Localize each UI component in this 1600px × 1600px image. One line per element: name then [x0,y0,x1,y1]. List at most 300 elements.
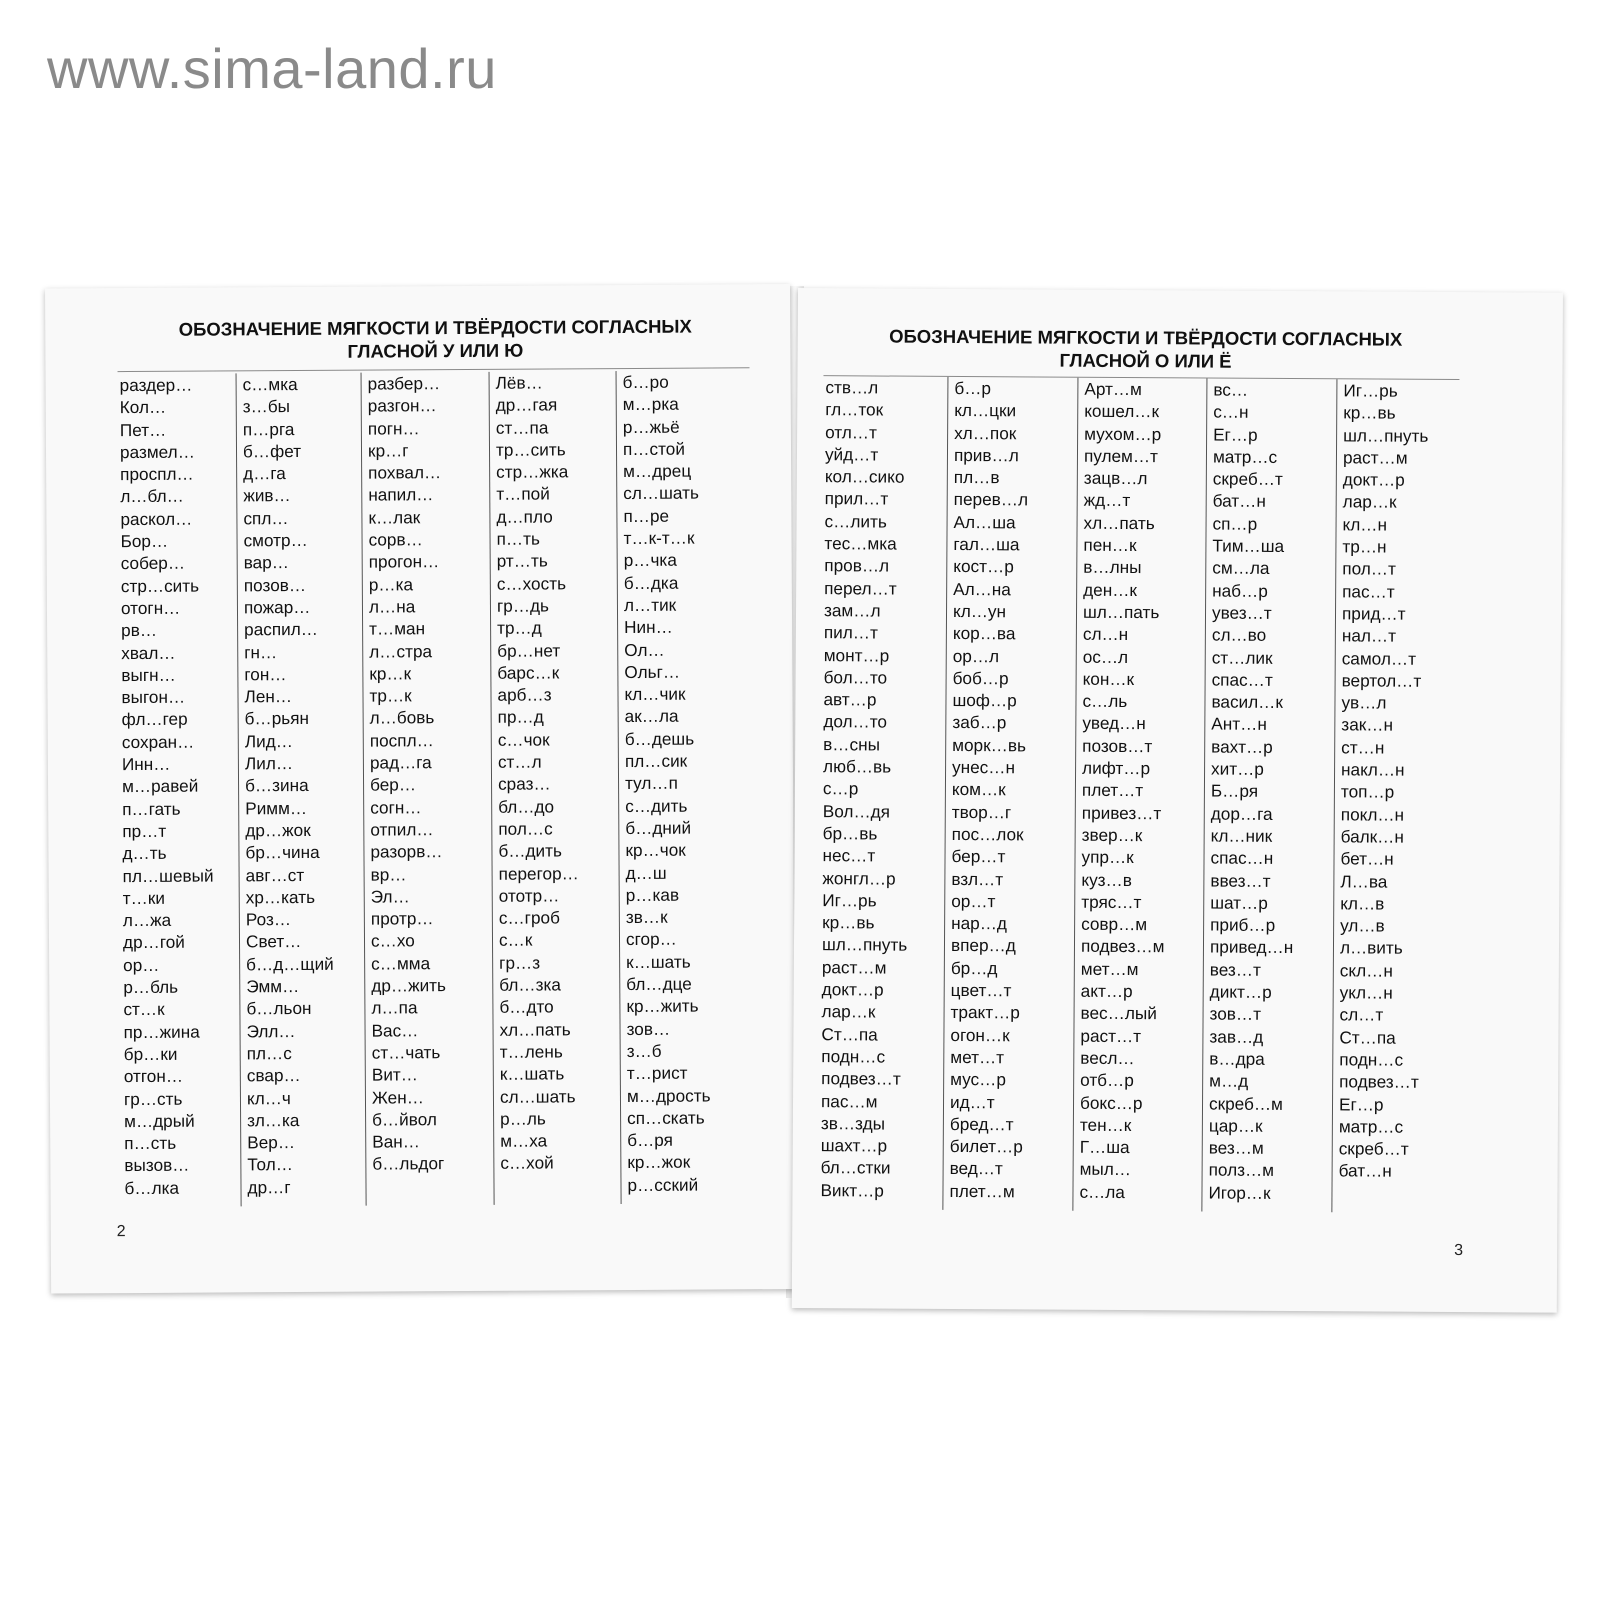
word-cell: бр…чина [245,842,320,863]
word-cell: хит…р [1211,758,1264,779]
right-column-3 [1072,378,1206,1212]
word-cell: кр…вь [822,912,875,933]
word-cell: спас…н [1210,847,1274,869]
word-cell: пр…т [122,820,167,842]
word-cell: Лёв… [495,372,543,393]
word-cell: погн… [367,417,420,439]
word-cell: бл…дце [626,973,692,995]
word-cell: б…йвол [372,1108,437,1130]
left-column-2 [236,373,366,1207]
word-cell: пл…сик [624,750,688,772]
word-cell: Л…ва [1340,870,1388,892]
word-cell: л…бл… [120,486,184,507]
word-cell: б…зина [244,775,309,796]
word-cell: Арт…м [1084,378,1142,400]
word-cell: пас…т [1342,581,1395,602]
word-cell: Ван… [372,1131,420,1152]
word-cell: б…дка [623,572,679,593]
word-cell: ст…к [123,999,165,1020]
word-cell: ст…па [495,417,549,438]
word-cell: п…рга [242,418,295,439]
word-cell: б…рьян [244,708,310,729]
word-cell: Ант…н [1211,713,1267,735]
word-cell: т…пой [496,483,550,505]
word-cell: Лид… [244,730,293,752]
word-cell: разгон… [367,395,437,416]
word-cell: мет…м [1080,958,1139,979]
word-cell: др…жить [371,975,447,996]
word-cell: бр…нет [497,639,561,661]
word-cell: разорв… [370,841,443,862]
word-cell: в…лны [1083,557,1142,578]
word-cell: жд…т [1083,490,1131,511]
word-cell: сп…скать [627,1107,705,1128]
word-cell: зак…н [1341,714,1394,736]
word-cell: подвез…т [821,1068,901,1089]
left-page-number: 2 [116,1223,126,1241]
word-cell: кр…чок [625,839,686,861]
left-page-title [115,314,755,364]
word-cell: гр…з [499,952,541,973]
word-cell: Ег…р [1213,424,1258,445]
word-cell: Роз… [245,909,292,930]
word-cell: Вер… [247,1132,296,1153]
word-cell: бат…н [1338,1160,1392,1182]
word-cell: сл…н [1082,624,1129,645]
word-cell: монт…р [823,644,890,666]
word-cell: тул…п [624,773,678,794]
word-cell: лифт…р [1082,757,1151,779]
left-column-3 [361,372,494,1206]
word-cell: пр…жина [123,1021,200,1042]
word-cell: ден…к [1083,579,1138,600]
word-cell: бр…вь [822,823,878,844]
word-cell: с…к [498,930,533,951]
word-cell: кл…цки [954,400,1017,421]
word-cell: хл…пать [499,1018,571,1040]
word-cell: б…фет [242,440,302,462]
word-cell: п…ре [623,505,670,526]
word-cell: в…дра [1209,1048,1265,1069]
word-cell: в…сны [823,733,881,755]
word-cell: смотр… [243,530,308,551]
word-cell: б…ро [622,371,669,393]
word-cell: протр… [370,908,434,929]
word-cell: матр…с [1212,446,1278,467]
word-cell: Ст…па [1339,1026,1396,1048]
word-cell: Кол… [119,397,167,418]
word-cell: ид…т [949,1091,995,1112]
word-cell: скреб…т [1212,468,1283,490]
word-cell: дикт…р [1209,981,1272,1002]
word-cell: раст…м [821,956,887,978]
word-cell: хвал… [121,642,176,663]
word-cell: дол…то [823,711,888,733]
word-cell: пулем…т [1083,445,1159,467]
word-cell: с…хо [370,930,415,951]
word-cell: авт…р [823,689,877,710]
word-cell: Тол… [247,1154,293,1175]
word-cell: Жен… [371,1086,424,1108]
word-cell: тен…к [1079,1114,1132,1135]
word-cell: заб…р [952,712,1007,733]
word-cell: выгон… [121,686,186,708]
left-column-4 [489,371,621,1205]
word-cell: пров…л [824,555,890,576]
word-cell: докт…р [821,979,884,1000]
word-cell: ос…л [1082,646,1129,667]
word-cell: др…г [247,1176,291,1198]
word-cell: шл…пнуть [821,934,908,956]
word-cell: плет…м [949,1180,1015,1202]
word-cell: вар… [243,552,290,573]
word-cell: спл… [243,507,289,529]
word-cell: шоф…р [952,690,1017,711]
right-page-title [825,324,1465,374]
word-cell: авг…ст [245,864,305,885]
word-cell: т…рист [626,1062,688,1084]
word-cell: подвез…т [1339,1071,1419,1093]
word-cell: кл…в [1340,893,1385,914]
word-cell: б…ря [627,1129,674,1151]
word-cell: кошел…к [1084,401,1160,422]
word-cell: бл…до [498,796,555,817]
word-cell: пас…м [820,1090,878,1112]
word-cell: с…дить [625,795,688,816]
word-cell: р…жьё [622,416,680,437]
word-cell: др…гой [122,932,185,953]
word-cell: др…гая [495,394,558,416]
word-cell: б…дний [625,817,692,838]
word-cell: стр…сить [120,575,200,596]
word-cell: вес…лый [1080,1003,1157,1024]
word-cell: унес…н [952,756,1016,778]
word-cell: шат…р [1210,892,1268,913]
word-cell: к…шать [499,1063,565,1084]
word-cell: пол…с [498,818,553,839]
word-cell: вс… [1213,379,1249,400]
left-column-1 [118,373,241,1207]
word-cell: похвал… [368,462,442,483]
word-cell: л…на [368,596,416,617]
word-cell: васил…к [1211,691,1283,713]
word-cell: гон… [244,663,287,685]
word-cell: увез…т [1211,602,1272,623]
word-cell: кр…вь [1343,402,1396,423]
word-cell: пл…в [953,467,1000,488]
word-cell: б…дешь [624,728,695,749]
left-column-5 [616,370,745,1204]
word-cell: п…гать [122,798,181,819]
word-cell: поспл… [369,729,434,751]
word-cell: Вол…дя [822,800,891,822]
word-cell: пл…шевый [122,865,214,886]
word-cell: Ольг… [624,661,681,682]
word-cell: Тим…ша [1212,535,1285,557]
word-cell: пол…т [1342,558,1396,580]
word-cell: отогн… [120,597,181,619]
word-cell: взл…т [951,868,1004,889]
word-cell: бр…ки [123,1043,178,1064]
word-cell: Пет… [119,419,167,440]
word-cell: бол…то [823,667,888,688]
word-cell: сп…р [1212,513,1258,534]
word-cell: л…тик [623,594,677,615]
word-cell: ст…л [497,751,542,772]
word-cell: п…сть [124,1132,177,1154]
word-cell: пил…т [823,622,878,643]
word-cell: разбер… [367,373,441,394]
word-cell: мухом…р [1084,423,1162,444]
word-cell: т…лень [499,1041,563,1062]
word-cell: Б…ря [1210,780,1259,802]
word-cell: ст…лик [1211,647,1273,668]
word-cell: Ол… [624,639,665,660]
word-cell: бл…стки [820,1157,891,1178]
right-column-5 [1331,379,1464,1213]
word-cell: м…дрость [626,1085,711,1106]
word-cell: с…ль [1082,690,1128,712]
word-cell: м…дрый [124,1110,195,1131]
word-cell: вертол…т [1341,670,1422,691]
word-cell: зов…т [1209,1003,1262,1025]
word-cell: з…бы [242,396,291,417]
word-cell: Ег…р [1338,1093,1384,1115]
word-cell: кост…р [953,556,1014,577]
word-cell: м…рка [622,393,679,415]
word-cell: твор…г [951,801,1012,822]
word-cell: сл…шать [623,483,699,504]
word-cell: пос…лок [951,823,1024,845]
word-cell: жонгл…р [822,867,896,889]
word-cell: спас…т [1211,669,1273,690]
word-cell: зав…д [1209,1026,1264,1047]
word-cell: рт…ть [496,550,548,572]
word-cell: раст…м [1342,447,1408,468]
word-cell: т…ман [369,618,426,639]
word-cell: кон…к [1082,668,1135,689]
right-column-1 [818,376,947,1210]
word-cell: вед…т [949,1158,1003,1179]
word-cell: цар…к [1208,1115,1263,1136]
word-cell: Свет… [245,931,302,952]
right-page [792,288,1563,1313]
word-cell: б…лка [124,1177,180,1198]
word-cell: хл…пать [1083,512,1155,533]
word-cell: отгон… [123,1065,184,1087]
word-cell: подвез…м [1080,936,1165,957]
word-cell: бред…т [949,1113,1014,1135]
word-cell: б…р [954,377,992,399]
word-cell: Г…ша [1079,1136,1130,1158]
word-cell: р…ль [500,1108,546,1129]
word-cell: тр…к [369,685,412,706]
word-cell: Иг…рь [822,889,877,911]
word-cell: Викт…р [820,1179,884,1201]
word-cell: хр…кать [245,886,316,908]
word-cell: т…к-т…к [623,527,695,549]
word-cell: Вит… [371,1064,419,1085]
word-cell: шл…пать [1082,601,1160,623]
word-cell: кл…чик [624,683,686,705]
word-cell: ул…в [1340,915,1385,936]
word-cell: Игор…к [1208,1182,1271,1203]
word-cell: зам…л [823,600,881,621]
word-cell: ор…л [952,645,1000,666]
word-cell: упр…к [1081,846,1134,868]
word-cell: куз…в [1081,869,1132,890]
word-cell: р…чка [623,550,677,571]
word-cell: жив… [243,485,291,506]
right-column-4 [1201,378,1336,1212]
word-cell: раздер… [119,374,193,396]
word-cell: боб…р [952,667,1009,689]
word-cell: совр…м [1081,913,1148,935]
word-cell: хл…пок [954,422,1017,443]
word-cell: Римм… [245,797,308,818]
word-cell: кор…ва [952,623,1016,644]
word-cell: согн… [370,796,422,818]
word-cell: гн… [244,641,278,662]
word-cell: приб…р [1210,914,1276,936]
word-cell: Эмм… [246,976,300,997]
word-cell: кр…г [367,440,409,461]
word-cell: Ст…па [821,1023,878,1045]
word-cell: м…ха [500,1130,548,1151]
word-cell: с…лить [824,510,887,532]
word-cell: сраз… [497,773,551,795]
word-cell: люб…вь [823,756,892,777]
right-title-line-2: ГЛАСНОЙ О ИЛИ Ё [1059,349,1232,372]
word-cell: вызов… [124,1155,190,1176]
word-cell: свар… [246,1065,301,1086]
word-cell: к…шать [626,951,691,972]
word-cell: с…мма [371,952,431,974]
word-cell: зв…зды [820,1112,886,1134]
word-cell: сохран… [121,731,195,752]
word-cell: кр…жок [627,1152,691,1173]
word-cell: зов… [626,1018,671,1039]
word-cell: л…бовь [369,707,435,729]
word-cell: барс…к [497,662,560,683]
word-cell: бат…н [1212,491,1266,512]
word-cell: увед…н [1082,713,1146,734]
word-cell: укл…н [1339,982,1393,1003]
word-cell: с…н [1213,401,1249,423]
word-cell: р…бль [123,976,179,998]
word-cell: распил… [244,619,319,640]
word-cell: с…хой [500,1152,554,1174]
word-cell: м…равей [121,775,199,797]
word-cell: тр…сить [495,439,566,460]
word-cell: ор…т [951,890,996,912]
word-cell: отпил… [370,819,434,840]
word-cell: арб…з [497,684,552,705]
word-cell: вез…м [1208,1137,1264,1158]
word-cell: нал…т [1341,625,1397,646]
word-cell: тр…д [497,617,542,639]
word-cell: накл…н [1341,759,1405,780]
word-cell: гал…ша [953,534,1020,555]
word-cell: м…д [1209,1070,1249,1091]
word-cell: вр… [370,863,407,885]
word-cell: зл…ка [247,1109,300,1131]
word-cell: ств…л [825,377,879,398]
word-cell: Инн… [121,753,171,775]
word-cell: докт…р [1342,469,1405,490]
word-cell: напил… [368,484,434,506]
word-cell: шл…пнуть [1343,424,1429,446]
word-cell: зв…к [625,906,668,928]
word-cell: п…ть [496,528,540,549]
word-cell: перегор… [498,862,579,884]
word-cell: проспл… [120,463,194,485]
word-cell: к…лак [368,507,421,528]
word-cell: ор… [123,954,160,975]
word-cell: скл…н [1339,960,1393,981]
word-cell: с…гроб [498,907,560,928]
word-cell: ст…чать [371,1042,441,1063]
word-cell: звер…к [1081,824,1143,846]
word-cell: подн…с [1339,1049,1404,1070]
word-cell: р…кав [625,884,680,905]
word-cell: бер… [369,774,417,795]
word-cell: тряс…т [1081,891,1142,912]
word-cell: тес…мка [824,533,897,554]
word-cell: размел… [119,441,195,462]
word-cell: покл…н [1340,803,1405,825]
word-cell: привез…т [1081,802,1162,823]
word-cell: подн…с [821,1046,886,1067]
word-cell: отб…р [1080,1069,1134,1091]
word-cell: б…льдог [372,1153,445,1174]
word-cell: собер… [120,553,186,574]
word-cell: т…ки [122,887,165,908]
word-cell: рв… [121,620,158,641]
word-cell: м…дрец [623,460,692,482]
word-cell: пр…д [497,706,544,728]
word-cell: с…чок [497,729,550,750]
word-cell: б…д…щий [246,953,334,975]
word-cell: матр…с [1338,1116,1404,1137]
word-cell: сгор… [625,929,677,950]
left-page [45,284,796,1294]
word-cell: цвет…т [950,979,1012,1001]
word-cell: д…пло [496,506,553,527]
word-cell: л…па [371,997,418,1018]
word-cell: впер…д [950,935,1016,956]
word-cell: с…ла [1079,1181,1125,1202]
word-cell: бокс…р [1079,1092,1143,1113]
word-cell: кл…н [1342,514,1388,535]
word-cell: раскол… [120,508,193,529]
word-cell: стр…жка [496,461,569,482]
word-cell: огон…к [950,1024,1010,1045]
word-cell: с…мка [242,374,298,395]
left-title-line-2: ГЛАСНОЙ У ИЛИ Ю [347,339,524,362]
right-page-number: 3 [1454,1242,1464,1260]
word-cell: кол…сико [824,466,905,487]
word-cell: дор…га [1210,803,1273,824]
word-cell: прид…т [1341,603,1406,624]
word-cell: д…га [243,463,286,484]
left-title-line-1: ОБОЗНАЧЕНИЕ МЯГКОСТИ И ТВЁРДОСТИ СОГЛАСНЫХ [178,315,692,340]
word-cell: лар…к [821,1001,876,1022]
word-cell: вахт…р [1211,736,1273,757]
word-cell: Лил… [244,753,294,774]
word-cell: скреб…т [1338,1138,1409,1159]
word-cell: кл…ч [246,1087,291,1108]
